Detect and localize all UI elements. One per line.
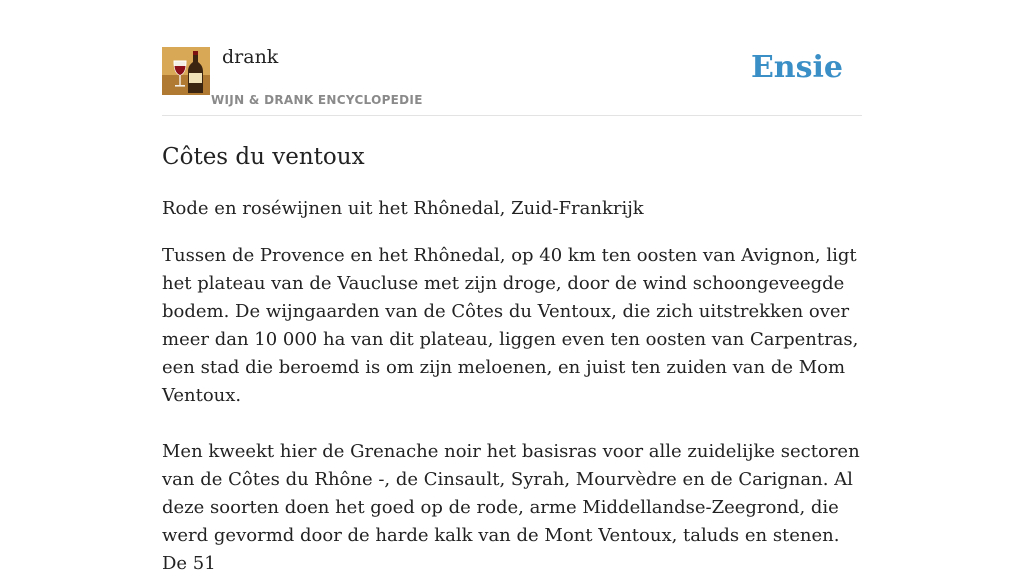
article-lead: Rode en roséwijnen uit het Rhônedal, Zuid-Frankrijk (162, 198, 644, 219)
wine-glass-bottle-icon[interactable] (162, 47, 210, 95)
article-title: Côtes du ventoux (162, 144, 365, 170)
article-body (162, 242, 862, 578)
page (162, 0, 862, 578)
brand-logo-link[interactable]: Ensie (750, 50, 843, 85)
header (162, 0, 862, 116)
article-paragraph: Tussen de Provence en het Rhônedal, op 40 km ten oosten van Avignon, ligt het plateau van de Vaucluse met zijn droge, door de wind schoongeveegde bodem. De wijngaarden van de Côtes du Ventoux, die zich uitstrekken over meer dan 10 000 ha van dit plateau, liggen even ten oosten van Carpentras, een stad die beroemd is om zijn meloenen, en juist ten zuiden van de Mom Ventoux. (162, 245, 859, 406)
site-subtitle: WIJN & DRANK ENCYCLOPEDIE (211, 93, 423, 107)
category-label[interactable]: drank (222, 46, 279, 68)
article-paragraph: Men kweekt hier de Grenache noir het basisras voor alle zuidelijke sectoren van de Côtes du Rhône -, de Cinsault, Syrah, Mourvèdre en de Carignan. Al deze soorten doen het goed op de rode, arme Middellandse-Zeegrond, die werd gevormd door de harde kalk van de Mont Ventoux, taluds en stenen. De 51 (162, 441, 860, 574)
